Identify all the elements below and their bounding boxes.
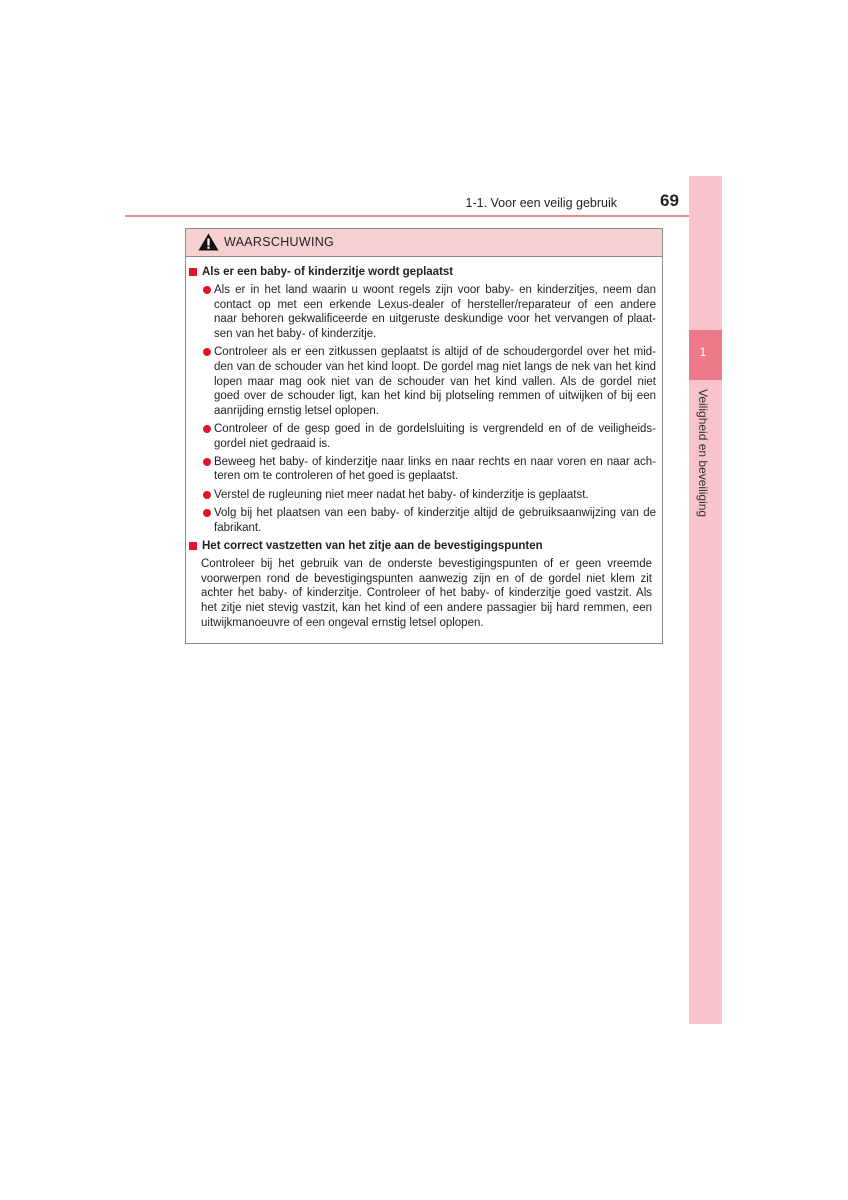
section-heading-text: Het correct vastzetten van het zitje aan de bevestigingspunten (202, 539, 543, 552)
chapter-number-band (689, 330, 722, 380)
text-line: naar behoren gekwalificeerde en uitgeruste deskundige voor het vervangen of plaat- (214, 313, 656, 326)
circle-bullet-icon (203, 458, 211, 466)
text-line: Volg bij het plaatsen van een baby- of kinderzitje altijd de gebruiksaanwijzing van de (214, 507, 656, 520)
circle-bullet-icon (203, 509, 211, 517)
paragraph (201, 557, 652, 630)
warning-title: WAARSCHUWING (224, 235, 335, 249)
warning-header (186, 229, 662, 257)
text-line: goed over de schouder ligt, kan het kind bij plotseling remmen of uitwijken of bij een (214, 390, 656, 403)
circle-bullet-icon (203, 348, 211, 356)
text-line: lopen maar mag ook niet van de schouder van het kind vallen. Als de gordel niet (214, 375, 656, 388)
warning-triangle-icon (198, 233, 219, 251)
square-bullet-icon (189, 542, 197, 550)
text-line: voorwerpen rond de bevestigingspunten aanwezig zijn en of de gordel niet klem zit (201, 572, 652, 585)
list-item (214, 345, 656, 418)
circle-bullet-icon (203, 491, 211, 499)
text-line: fabrikant. (214, 521, 262, 534)
list-item (214, 455, 656, 484)
section-title: 1-1. Voor een veilig gebruik (465, 196, 617, 210)
header-rule (125, 215, 722, 217)
list-item (214, 506, 656, 535)
circle-bullet-icon (203, 286, 211, 294)
page-number: 69 (660, 191, 679, 210)
text-line: Verstel de rugleuning niet meer nadat het baby- of kinderzitje is geplaatst. (214, 488, 589, 501)
chapter-tab (689, 176, 722, 1024)
text-line: Controleer of de gesp goed in de gordelsluiting is vergrendeld en of de veiligheids- (214, 423, 656, 435)
section-heading (186, 539, 656, 554)
text-line: Controleer als er een zitkussen geplaatst is altijd of de schoudergordel over het mid- (214, 346, 656, 359)
section-heading-text: Als er een baby- of kinderzitje wordt geplaatst (202, 266, 454, 278)
chapter-number: 1 (699, 345, 707, 359)
circle-bullet-icon (203, 425, 211, 433)
text-line: teren om te controleren of het goed is geplaatst. (214, 470, 459, 483)
text-line: Beweeg het baby- of kinderzitje naar links en naar rechts en naar voren en naar ach- (214, 455, 656, 468)
text-line: aanrijding ernstig letsel oplopen. (214, 404, 379, 417)
text-line: uitwijkmanoeuvre of een ongeval ernstig letsel oplopen. (201, 616, 484, 629)
square-bullet-icon (189, 268, 197, 276)
text-line: het zitje niet stevig vastzit, kan het kind of een andere passagier bij hard remmen, een (201, 601, 652, 614)
text-line: sen van het baby- of kinderzitje. (214, 328, 377, 341)
list-item (214, 488, 656, 503)
text-line: gordel niet gedraaid is. (214, 437, 331, 450)
list-item (214, 422, 656, 451)
chapter-title: Veiligheid en beveiliging (696, 389, 710, 518)
text-line: den van de schouder van het kind loopt. De gordel mag niet langs de nek van het kind (214, 360, 656, 373)
section-heading (186, 265, 656, 280)
list-item (214, 283, 656, 341)
warning-box (185, 228, 663, 644)
text-line: achter het baby- of kinderzitje. Controleer of het baby- of kinderzitje goed vastzit. Als (201, 587, 652, 600)
text-line: contact op met een erkende Lexus-dealer of hersteller/reparateur of een andere (214, 298, 656, 311)
text-line: Controleer bij het gebruik van de onderste bevestigingspunten of er geen vreemde (201, 558, 652, 571)
warning-content (186, 256, 662, 630)
text-line: Als er in het land waarin u woont regels zijn voor baby- en kinderzitjes, neem dan (214, 284, 656, 297)
